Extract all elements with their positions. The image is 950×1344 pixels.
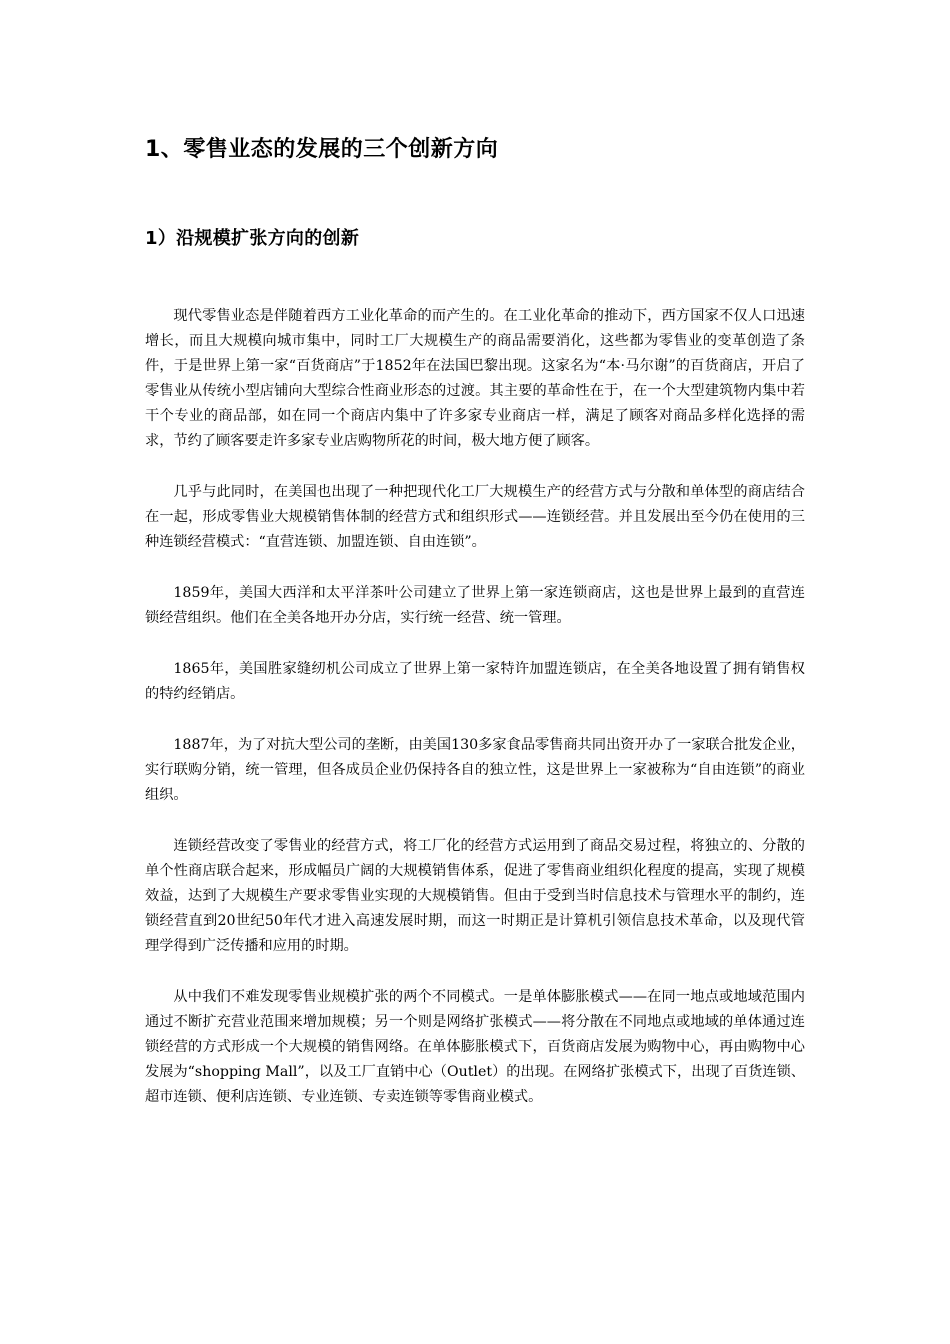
paragraph-expansion-modes: 从中我们不难发现零售业规模扩张的两个不同模式。一是单体膨胀模式——在同一地点或地域范围内通过不断扩充营业范围来增加规模；另一个则是网络扩张模式——将分散在不同地点或地域的单体通过连锁经营的方式形成一个大规模的销售网络。在单体膨胀模式下，百货商店发展为购物中心，再由购物中心发展为“shopping Mall”，以及工厂直销中心（Outlet）的出现。在网络扩张模式下，出现了百货连锁、超市连锁、便利店连锁、专业连锁、专卖连锁等零售商业模式。 [145, 989, 805, 1105]
paragraph-1865-franchise-chain: 1865年，美国胜家缝纫机公司成立了世界上第一家特许加盟连锁店，在全美各地设置了拥有销售权的特约经销店。 [145, 661, 805, 702]
document-title: 1、零售业态的发展的三个创新方向 [145, 137, 499, 162]
paragraph-origin-department-store: 现代零售业态是伴随着西方工业化革命的而产生的。在工业化革命的推动下，西方国家不仅人口迅速增长，而且大规模向城市集中，同时工厂大规模生产的商品需要消化，这些都为零售业的变革创造了条件，于是世界上第一家“百货商店”于1852年在法国巴黎出现。这家名为“本·马尔谢”的百货商店，开启了零售业从传统小型店铺向大型综合性商业形态的过渡。其主要的革命性在于，在一个大型建筑物内集中若干个专业的商品部，如在同一个商店内集中了许多家专业商店一样，满足了顾客对商品多样化选择的需求，节约了顾客要走许多家专业店购物所花的时间，极大地方便了顾客。 [145, 308, 805, 449]
paragraph-1887-voluntary-chain: 1887年，为了对抗大型公司的垄断，由美国130多家食品零售商共同出资开办了一家联合批发企业，实行联购分销，统一管理，但各成员企业仍保持各自的独立性，这是世界上一家被称为“自由连锁”的商业组织。 [145, 737, 805, 803]
paragraph-chain-operation: 几乎与此同时，在美国也出现了一种把现代化工厂大规模生产的经营方式与分散和单体型的商店结合在一起，形成零售业大规模销售体制的经营方式和组织形式——连锁经营。并且发展出至今仍在使用的三种连锁经营模式：“直营连锁、加盟连锁、自由连锁”。 [145, 484, 805, 550]
section-heading: 1）沿规模扩张方向的创新 [145, 228, 360, 249]
document-body [145, 132, 805, 1136]
paragraph-list [145, 304, 805, 1110]
paragraph-chain-impact: 连锁经营改变了零售业的经营方式，将工厂化的经营方式运用到了商品交易过程，将独立的、分散的单个性商店联合起来，形成幅员广阔的大规模销售体系，促进了零售商业组织化程度的提高，实现了规模效益，达到了大规模生产要求零售业实现的大规模销售。但由于受到当时信息技术与管理水平的制约，连锁经营直到20世纪50年代才进入高速发展时期，而这一时期正是计算机引领信息技术革命，以及现代管理学得到广泛传播和应用的时期。 [145, 838, 805, 954]
paragraph-1859-direct-chain: 1859年，美国大西洋和太平洋茶叶公司建立了世界上第一家连锁商店，这也是世界上最到的直营连锁经营组织。他们在全美各地开办分店，实行统一经营、统一管理。 [145, 585, 805, 626]
